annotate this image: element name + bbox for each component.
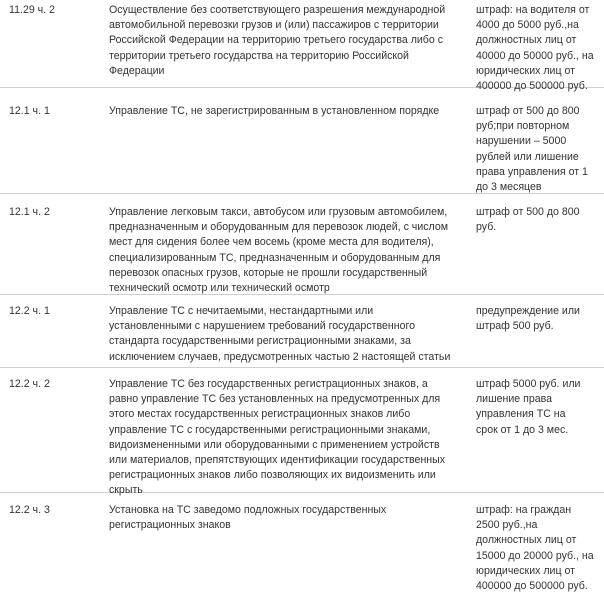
article-number: 12.2 ч. 1 — [9, 305, 50, 317]
article-number: 11.29 ч. 2 — [9, 4, 55, 16]
table-row — [0, 96, 604, 194]
violation-description: Управление ТС без государственных регистрационных знаков, а равно управление ТС без установленных на предусмотренных для этого местах государственных регистрационных знаков либо управление ТС с государственными регистрационными знаками, видоизмененными или оборудованными с применением устройств или материалов, препятствующих идентификации государственных регистрационных знаков либо позволяющих их видоизменить или скрыть — [109, 378, 446, 497]
violation-description: Управление ТС с нечитаемыми, нестандартными или установленными с нарушением требований государственного стандарта государственными регистрационными знаками, за исключением случаев, предусмотренных частью 2 настоящей статьи — [109, 305, 451, 363]
penalty-text: штраф от 500 до 800 руб. — [476, 206, 580, 234]
penalty-text: штраф 5000 руб. или лишение права управления ТС на срок от 1 до 3 мес. — [476, 378, 581, 436]
table-row — [0, 295, 604, 368]
violation-description: Установка на ТС заведомо подложных государственных регистрационных знаков — [109, 504, 387, 532]
table-row — [0, 493, 604, 592]
violation-description: Осуществление без соответствующего разрешения международной автомобильной перевозки грузов и (или) пассажиров с территории Российской Федерации на территорию третьего государства либо с территории третьего государства на территорию Российской Федерации — [109, 4, 446, 77]
article-number: 12.2 ч. 3 — [9, 504, 50, 516]
violation-description: Управление легковым такси, автобусом или грузовым автомобилем, предназначенным и оборудованным для перевозок людей, с числом мест для сидения более чем восемь (кроме места для водителя), специализированным ТС, предназначенным и оборудованным для перевозок опасных грузов, которые не прошли государственный технический осмотр или технический осмотр — [109, 206, 449, 295]
article-number: 12.1 ч. 2 — [9, 206, 50, 218]
penalty-text: штраф от 500 до 800 руб;при повторном нарушении – 5000 рублей или лишение права управления от 1 до 3 месяцев — [476, 105, 588, 194]
penalty-text: штраф: на граждан 2500 руб.,на должностных лиц от 15000 до 20000 руб., на юридических лиц от 400000 до 500000 руб. — [476, 504, 594, 593]
penalty-text: предупреждение или штраф 500 руб. — [476, 305, 580, 333]
table-row — [0, 368, 604, 497]
violation-description: Управление ТС, не зарегистрированным в установленном порядке — [109, 105, 440, 117]
article-number: 12.1 ч. 1 — [9, 105, 50, 117]
penalty-text: штраф: на водителя от 4000 до 5000 руб.,на должностных лиц от 40000 до 50000 руб., на юридических лиц от 400000 до 500000 руб. — [476, 4, 594, 93]
table-row — [0, 194, 604, 295]
table-row — [0, 0, 604, 93]
article-number: 12.2 ч. 2 — [9, 378, 50, 390]
